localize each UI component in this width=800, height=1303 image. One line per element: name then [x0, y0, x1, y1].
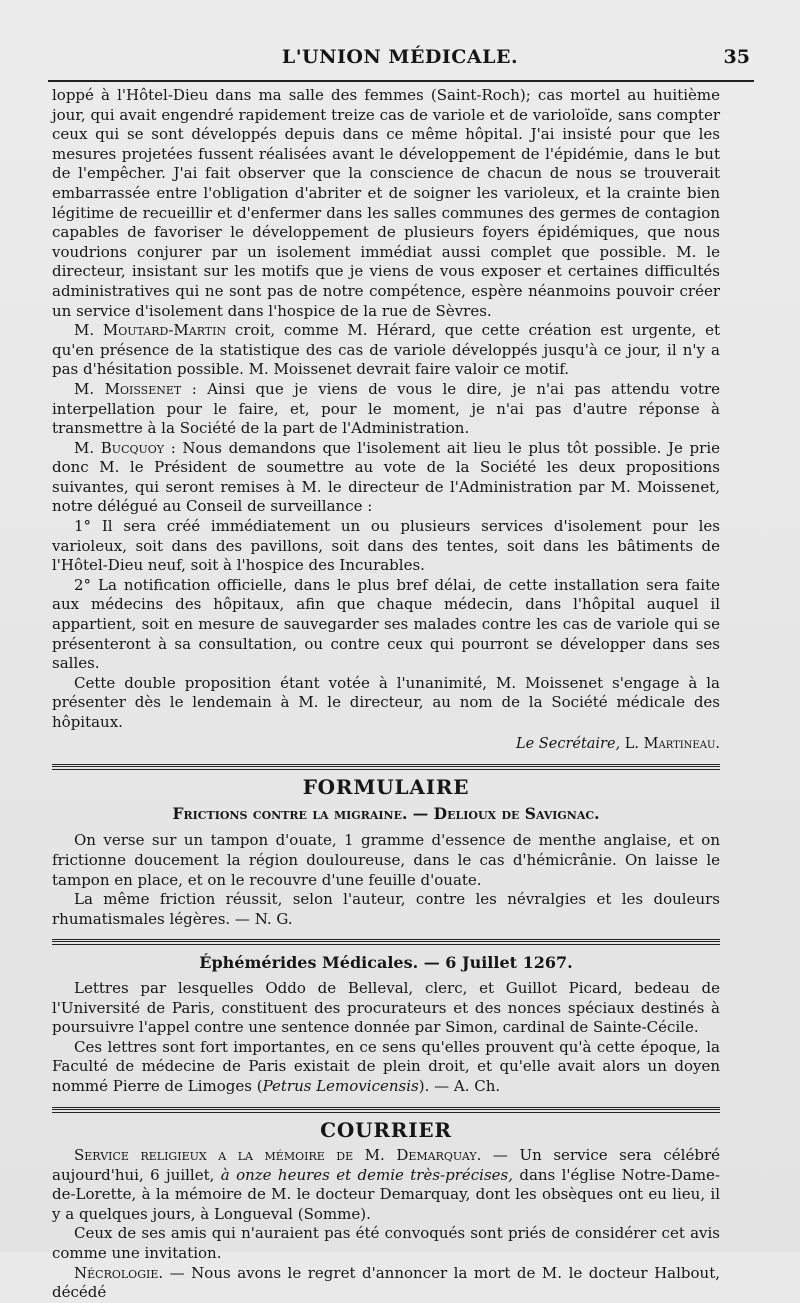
speaker-name: M. Moissenet: [74, 379, 182, 398]
formulaire-subtitle: Frictions contre la migraine. — Delioux de Savignac.: [172, 803, 600, 823]
section-divider: [52, 764, 720, 770]
speaker-text: : Ainsi que je viens de vous le dire, je n'ai pas attendu votre interpellation pour le faire, et, pour le moment, je n'ai pas d'autre réponse à transmettre à la Société de la part de l'Administration.: [52, 379, 720, 438]
ephemerides-paragraph: [52, 1038, 720, 1097]
formulaire-paragraph: La même friction réussit, selon l'auteur, contre les névralgies et les douleurs rhumatismales légères. — N. G.: [52, 890, 720, 928]
speaker-name: M. Bucquoy: [74, 438, 165, 457]
item-text: — Un service sera célébré aujourd'hui, 6 juillet,: [52, 1146, 720, 1184]
speaker-text: croit, comme M. Hérard, que cette création est urgente, et qu'en présence de la statistique des cas de variole développés jusqu'à ce jour, il n'y a pas d'hésitation possible. M. Moissenet devrait faire valoir ce motif.: [52, 321, 721, 379]
signature-name: L. Martineau.: [620, 735, 720, 752]
secretary-signature: [52, 735, 720, 755]
item-text: — Nous avons le regret d'annoncer la mort de M. le docteur Halbout, décédé: [52, 1263, 720, 1302]
item-heading: Nécrologie.: [74, 1263, 164, 1282]
latin-name: Petrus Lemovicensis: [262, 1076, 419, 1095]
section-divider: [52, 1107, 720, 1113]
article-body: [52, 86, 720, 1303]
session-paragraph: Cette double proposition étant votée à l'unanimité, M. Moissenet s'engage à la présenter dès le lendemain à M. le directeur, au nom de la Société médicale des hôpitaux.: [52, 673, 720, 731]
courrier-title: COURRIER: [320, 1117, 452, 1142]
item-text: dans l'église Notre-Dame-de-Lorette, à la mémoire de M. le docteur Demarquay, dont les obsèques ont eu lieu, il y a quelques jours, à Longueval (Somme).: [52, 1165, 721, 1223]
speaker-name: M. Moutard-Martin: [74, 321, 227, 340]
courrier-paragraph: [52, 1146, 720, 1224]
session-paragraph: [52, 321, 720, 380]
signature-role: Le Secrétaire,: [515, 735, 621, 752]
ephemerides-text: ). — A. Ch.: [418, 1076, 501, 1095]
journal-title: L'UNION MÉDICALE.: [281, 46, 519, 68]
running-header: [0, 40, 800, 74]
proposition-2: 2° La notification officielle, dans le plus bref délai, de cette installation sera faite aux médecins des hôpitaux, afin que chaque médecin, dans l'hôpital auquel il appartient, soit en mesure de sauvegarder ses malades contre les cas de variole qui se présenteront à sa consultation, ou contre ceux qui pourront se développer dans ses salles.: [52, 575, 720, 673]
ephemerides-text: Ces lettres sont fort importantes, en ce sens qu'elles prouvent qu'à cette époque, la Faculté de médecine de Paris existait de plein droit, et qu'elle avait alors un doyen nommé Pierre de Limoges (: [52, 1037, 720, 1095]
proposition-1: 1° Il sera créé immédiatement un ou plusieurs services d'isolement pour les varioleux, soit dans des pavillons, soit dans des tentes, soit dans les bâtiments de l'Hôtel-Dieu neuf, soit à l'hospice des Incurables.: [52, 517, 720, 575]
ephemerides-title: Éphémérides Médicales. — 6 Juillet 1267.: [199, 953, 573, 973]
speaker-text: : Nous demandons que l'isolement ait lieu le plus tôt possible. Je prie donc M. le Président de soumettre au vote de la Société les deux propositions suivantes, qui seront remises à M. le directeur de l'Administration par M. Moissenet, notre délégué au Conseil de surveillance :: [52, 438, 720, 516]
session-paragraph: loppé à l'Hôtel-Dieu dans ma salle des femmes (Saint-Roch); cas mortel au huitième jour, qui avait engendré rapidement treize cas de variole et de varioloïde, sans compter ceux qui se sont développés depuis dans ce même hôpital. J'ai insisté pour que les mesures projetées fussent réalisées avant le développement de l'épidémie, dans le but de l'empêcher. J'ai fait observer que la conscience de chacun de nous se trouverait embarrassée entre l'obligation d'abriter et de soigner les varioleux, et la crainte bien légitime de recueillir et d'enfermer dans les salles communes des germes de contagion capables de favoriser le développement de plusieurs foyers épidémiques, que nous voudrions conjurer par un isolement immédiat aussi complet que possible. M. le directeur, insistant sur les motifs que je viens de vous exposer et certaines difficultés administratives qui ne sont pas de notre compétence, espère néanmoins pouvoir créer un service d'isolement dans l'hospice de la rue de Sèvres.: [52, 86, 720, 320]
ephemerides-paragraph: Lettres par lesquelles Oddo de Belleval, clerc, et Guillot Picard, bedeau de l'Université de Paris, constituent des procurateurs et des nonces spéciaux destinés à poursuivre l'appel contre une sentence donnée par Simon, cardinal de Sainte-Cécile.: [52, 978, 720, 1037]
formulaire-paragraph: On verse sur un tampon d'ouate, 1 gramme d'essence de menthe anglaise, et on frictionne doucement la région douloureuse, dans le cas d'hémicrânie. On laisse le tampon en place, et on le recouvre d'une feuille d'ouate.: [52, 831, 720, 889]
page-number: 35: [723, 46, 750, 68]
session-paragraph: [52, 380, 720, 439]
courrier-paragraph: [52, 1264, 720, 1303]
courrier-paragraph: Ceux de ses amis qui n'auraient pas été convoqués sont priés de considérer cet avis comme une invitation.: [52, 1224, 720, 1263]
formulaire-title: FORMULAIRE: [302, 775, 470, 800]
session-paragraph: [52, 439, 720, 517]
item-time: à onze heures et demie très-précises,: [220, 1165, 513, 1184]
item-heading: Service religieux a la mémoire de M. Demarquay.: [74, 1146, 482, 1165]
header-rule: [48, 80, 754, 82]
section-divider: [52, 939, 720, 945]
